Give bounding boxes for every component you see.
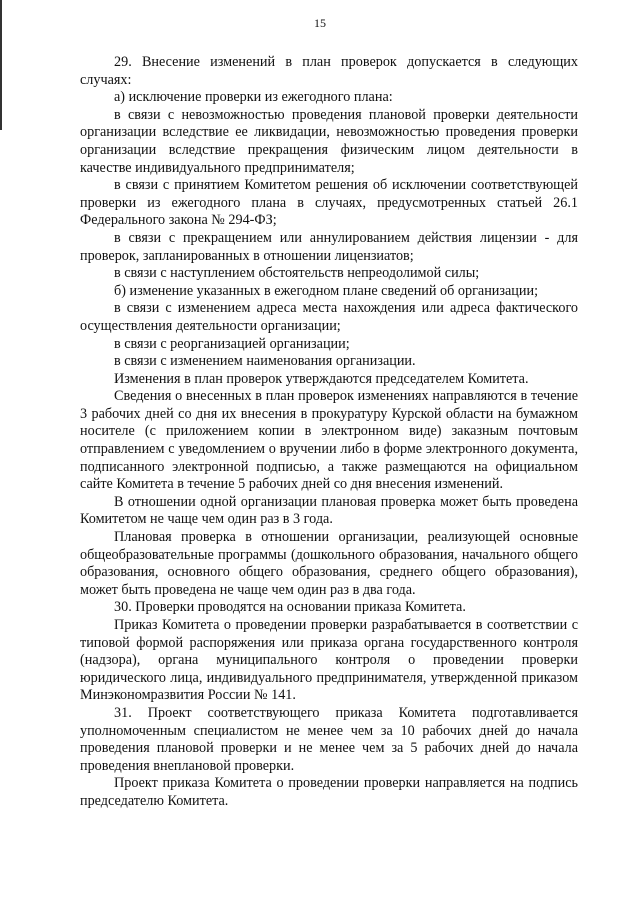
paragraph: Изменения в план проверок утверждаются председателем Комитета. xyxy=(114,370,529,387)
paragraph: Приказ Комитета о проведении проверки разрабатывается в соответствии с типовой формой распоряжения или приказа органа государственного контроля (надзора), органа муниципального контроля о проведении проверки юридического лица, индивидуального предпринимателя, утвержденной приказом Минэкономразвития России № 141. xyxy=(80,617,578,704)
page-number: 15 xyxy=(314,16,326,30)
paragraph-29: 29. Внесение изменений в план проверок допускается в следующих случаях: xyxy=(80,54,578,88)
paragraph: Сведения о внесенных в план проверок изменениях направляются в течение 3 рабочих дней со дня их внесения в прокуратуру Курской области на бумажном носителе (с приложением копии в электронном виде) заказным почтовым отправлением с уведомлением о вручении либо в форме электронного документа, подписанного электронной подписью, а также размещаются на официальном сайте Комитета в течение 5 рабочих дней со дня внесения изменений. xyxy=(80,388,578,493)
paragraph: в связи с прекращением или аннулированием действия лицензии - для проверок, запланированных в отношении лицензиатов; xyxy=(80,229,578,264)
paragraph: в связи с наступлением обстоятельств непреодолимой силы; xyxy=(114,265,480,282)
paragraph: в связи с невозможностью проведения плановой проверки деятельности организации вследствие ее ликвидации, невозможностью проведения проверки организации вследствие прекращения физическим лицом деятельности в качестве индивидуального предпринимателя; xyxy=(80,106,578,176)
paragraph: в связи с принятием Комитетом решения об исключении соответствующей проверки из ежегодного плана в случаях, предусмотренных статьей 26.1 Федерального закона № 294-ФЗ; xyxy=(80,177,578,229)
paragraph-item-a: а) исключение проверки из ежегодного плана: xyxy=(114,89,393,106)
paragraph-30: 30. Проверки проводятся на основании приказа Комитета. xyxy=(114,599,466,616)
paragraph-item-b: б) изменение указанных в ежегодном плане сведений об организации; xyxy=(114,282,539,299)
paragraph: в связи с изменением адреса места нахождения или адреса фактического осуществления деятельности организации; xyxy=(80,300,578,334)
document-body xyxy=(80,54,578,811)
paragraph: Проект приказа Комитета о проведении проверки направляется на подпись председателю Комитета. xyxy=(80,775,578,809)
paragraph: Плановая проверка в отношении организации, реализующей основные общеобразовательные программы (дошкольного образования, начального общего образования, основного общего образования, среднего общего образования), может быть проведена не чаще чем один раз в два года. xyxy=(80,529,578,598)
paragraph: В отношении одной организации плановая проверка может быть проведена Комитетом не чаще чем один раз в 3 года. xyxy=(80,493,578,528)
paragraph: в связи с изменением наименования организации. xyxy=(114,353,416,370)
paragraph-31: 31. Проект соответствующего приказа Комитета подготавливается уполномоченным специалистом не менее чем за 10 рабочих дней до начала проведения плановой проверки и не менее чем за 5 рабочих дней до начала проведения внеплановой проверки. xyxy=(80,704,578,774)
paragraph: в связи с реорганизацией организации; xyxy=(114,335,350,352)
